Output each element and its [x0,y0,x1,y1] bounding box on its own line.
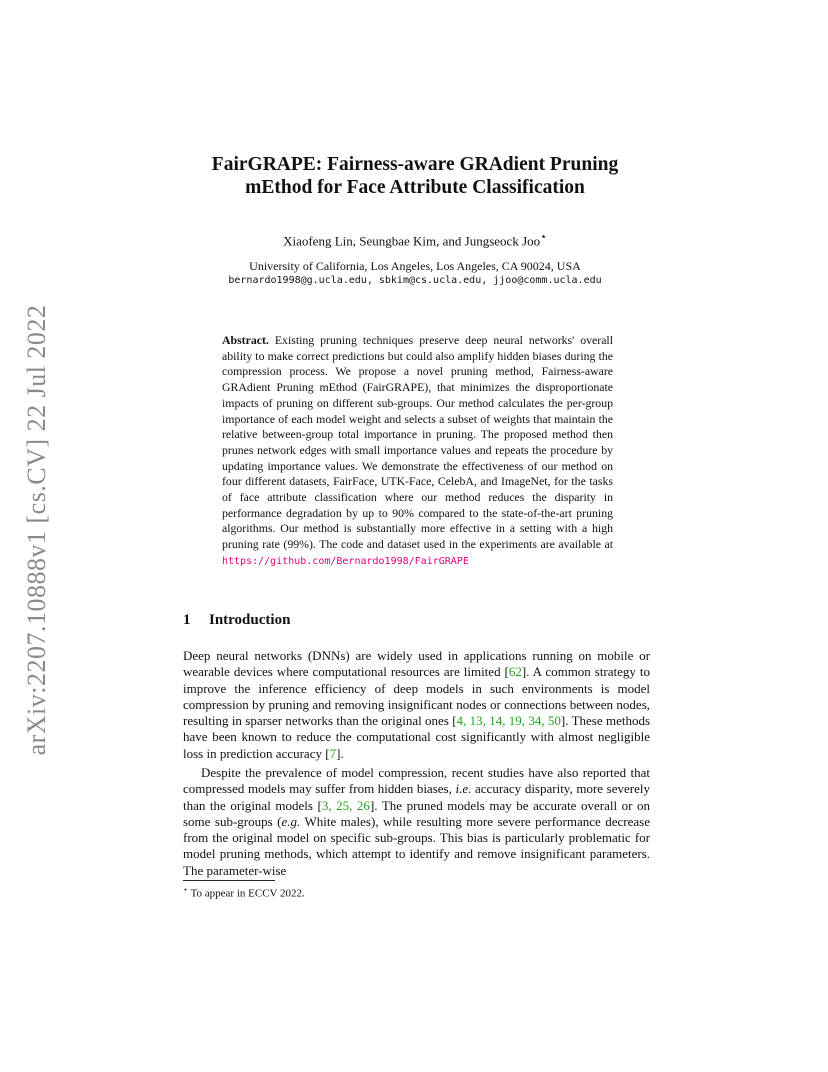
footnote-text: To appear in ECCV 2022. [190,887,305,900]
author-emails: bernardo1998@g.ucla.edu, sbkim@cs.ucla.edu, jjoo@comm.ucla.edu [228,275,602,286]
paragraph-text: Despite the prevalence of model compression, recent studies have also reported that compressed models may suffer from hidden biases, [183,765,650,797]
section-number: 1 [183,612,191,628]
citation-link[interactable]: 62 [508,664,522,680]
arxiv-identifier-stamp [22,300,52,760]
paragraph-text: White males), while resulting more severe performance decrease from the original model on specific sub-groups. This bias is particularly problematic for model pruning methods, which attempt to identify and remove insignificant parameters. The parameter-wise [183,813,650,878]
author-footnote-mark: ⋆ [540,231,547,243]
footnote-divider [183,880,275,881]
italic-abbreviation: i.e. [455,781,472,797]
paragraph-text: ]. The pruned models may be accurate overall or on some sub-groups ( [183,797,651,829]
intro-paragraph-2 [183,765,650,879]
citation-link[interactable]: 3, 25, 26 [321,797,370,813]
footnote [183,885,305,900]
code-repository-link[interactable]: https://github.com/Bernardo1998/FairGRAPE [222,555,469,567]
intro-paragraph-1 [183,648,650,762]
footnote-mark: ⋆ [183,885,189,894]
title-line-2: mEthod for Face Attribute Classification [245,177,585,198]
affiliation: University of California, Los Angeles, Los Angeles, CA 90024, USA [249,259,581,273]
abstract-block [222,333,613,570]
paragraph-text: ]. A common strategy to improve the inference efficiency of deep models in such environments is model compression by pruning and removing insignificant nodes or connections between nodes, resulting in sparser networks than the original ones [ [183,664,650,729]
author-names: Xiaofeng Lin, Seungbae Kim, and Jungseock Joo [283,233,541,249]
italic-abbreviation: e.g. [281,813,301,829]
paragraph-text: Deep neural networks (DNNs) are widely used in applications running on mobile or wearable devices where computational resources are limited [ [183,648,650,680]
abstract-text: Existing pruning techniques preserve deep neural networks' overall ability to make correct predictions but could also amplify hidden biases during the compression process. We propose a novel pruning method, Fairness-aware GRAdient Pruning mEthod (FairGRAPE), that minimizes the disproportionate impacts of pruning on different sub-groups. Our method calculates the per-group importance of each model weight and selects a subset of weights that maintain the relative between-group total importance in pruning. The proposed method then prunes network edges with small importance values and repeats the procedure by updating importance values. We demonstrate the effectiveness of our method on four different datasets, FairFace, UTK-Face, CelebA, and ImageNet, for the tasks of face attribute classification where our method reduces the disparity in performance degradation by up to 90% compared to the state-of-the-art pruning algorithms. Our method is substantially more effective in a setting with a high pruning rate (99%). The code and dataset used in the experiments are available at [222,333,613,552]
section-heading [183,612,290,629]
citation-link[interactable]: 4, 13, 14, 19, 34, 50 [456,713,561,729]
paragraph-text: ]. These methods have been known to reduce the computational cost significantly with almost negligible loss in prediction accuracy [ [183,713,651,761]
section-title: Introduction [209,612,291,628]
paper-title [150,153,680,199]
paragraph-text: accuracy disparity, more severely than the original models [ [183,781,650,813]
citation-link[interactable]: 7 [329,745,337,761]
abstract-label: Abstract. [222,333,269,347]
arxiv-identifier-text: arXiv:2207.10888v1 [cs.CV] 22 Jul 2022 [22,304,51,756]
paragraph-text: ]. [336,745,344,761]
author-list [150,230,680,249]
title-line-1: FairGRAPE: Fairness-aware GRAdient Pruning [211,154,619,175]
